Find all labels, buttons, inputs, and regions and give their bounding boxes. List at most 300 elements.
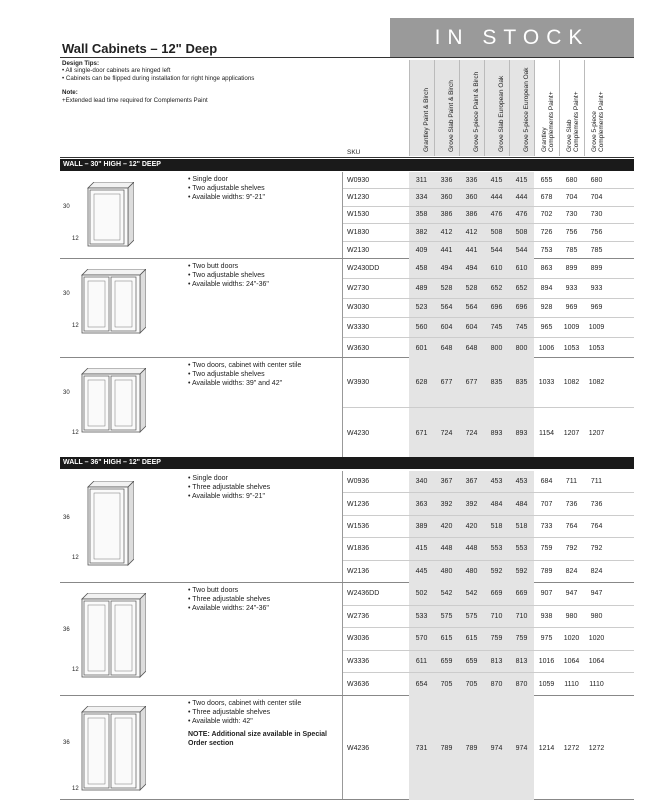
price-cell: 731 xyxy=(409,696,434,800)
price-cell: 907 xyxy=(540,590,553,598)
price-cell: 1020 xyxy=(563,635,580,643)
sku-cell: W0936 xyxy=(347,478,370,486)
price-cell: 980 xyxy=(565,612,578,620)
price-cell: 1059 xyxy=(538,681,555,689)
column-header xyxy=(434,60,459,156)
price-cell: 415 xyxy=(409,538,434,559)
table-row xyxy=(343,224,634,241)
table-row xyxy=(343,318,634,338)
price-cell: 696 xyxy=(509,299,534,318)
sku-cell: W1236 xyxy=(347,500,370,508)
price-cell: 870 xyxy=(509,673,534,696)
price-cell: 678 xyxy=(540,194,553,202)
cabinet-description xyxy=(60,583,343,695)
cabinet-description xyxy=(60,358,343,457)
price-cell: 386 xyxy=(434,207,459,223)
price-cell: 575 xyxy=(434,606,459,628)
price-cell: 564 xyxy=(434,299,459,318)
column-header xyxy=(584,60,609,156)
note-heading: Note: xyxy=(62,89,78,97)
feature-item: • Available widths: 39" and 42" xyxy=(188,380,283,387)
price-cell: 441 xyxy=(434,242,459,259)
tip-item: • All single-door cabinets are hinged left xyxy=(62,67,171,75)
price-cell: 367 xyxy=(434,471,459,492)
height-dimension: 30 xyxy=(63,390,70,396)
price-cell: 1020 xyxy=(588,635,605,643)
price-cell: 542 xyxy=(459,583,484,605)
price-cell: 444 xyxy=(509,189,534,205)
column-header-label: Grove Slab Complements Paint+ xyxy=(566,91,580,152)
cabinet-group xyxy=(60,358,634,458)
sku-cell: W3030 xyxy=(347,304,370,312)
price-cell: 453 xyxy=(484,471,509,492)
sku-cell: W3330 xyxy=(347,324,370,332)
table-row xyxy=(343,338,634,358)
height-dimension: 30 xyxy=(63,291,70,297)
price-cell: 730 xyxy=(590,211,603,219)
price-cell: 382 xyxy=(409,224,434,240)
sku-cell: W2736 xyxy=(347,612,370,620)
price-cell: 710 xyxy=(509,606,534,628)
price-cell: 705 xyxy=(434,673,459,696)
design-tips xyxy=(62,60,362,104)
price-cell: 680 xyxy=(590,176,603,184)
cabinet-illustration xyxy=(76,593,146,683)
sku-cell: W1530 xyxy=(347,211,370,219)
column-header xyxy=(559,60,584,156)
price-cell: 1214 xyxy=(538,744,555,752)
column-header xyxy=(534,60,559,156)
table-row xyxy=(343,651,634,674)
price-cell: 652 xyxy=(484,279,509,298)
feature-item: • Single door xyxy=(188,176,228,183)
price-cell: 785 xyxy=(565,246,578,254)
cabinet-group xyxy=(60,696,634,800)
price-cell: 824 xyxy=(590,568,603,576)
feature-list xyxy=(188,699,342,748)
price-cell: 736 xyxy=(565,500,578,508)
height-dimension: 36 xyxy=(63,740,70,746)
price-cell: 363 xyxy=(409,493,434,514)
height-dimension: 36 xyxy=(63,627,70,633)
table-row xyxy=(343,471,634,493)
column-header xyxy=(459,60,484,156)
price-cell: 412 xyxy=(434,224,459,240)
price-cell: 604 xyxy=(459,318,484,337)
depth-dimension: 12 xyxy=(72,786,79,792)
section-header: WALL – 30" HIGH – 12" DEEP xyxy=(60,159,634,171)
price-cell: 415 xyxy=(484,172,509,188)
column-header xyxy=(409,60,434,156)
tips-heading: Design Tips: xyxy=(62,60,100,67)
in-stock-banner: IN STOCK xyxy=(390,18,634,58)
price-cell: 824 xyxy=(565,568,578,576)
price-cell: 863 xyxy=(540,264,553,272)
table-row xyxy=(343,493,634,515)
price-cell: 367 xyxy=(459,471,484,492)
price-cell: 489 xyxy=(409,279,434,298)
price-cell: 1110 xyxy=(589,681,604,689)
price-cell: 553 xyxy=(509,538,534,559)
sku-cell: W2730 xyxy=(347,284,370,292)
table-row xyxy=(343,583,634,606)
table-row xyxy=(343,606,634,629)
feature-item: • Available widths: 9"-21" xyxy=(188,194,265,201)
sku-cell: W1830 xyxy=(347,228,370,236)
price-cell: 360 xyxy=(434,189,459,205)
sku-cell: W4236 xyxy=(347,744,370,752)
price-cell: 730 xyxy=(565,211,578,219)
feature-item: • Two adjustable shelves xyxy=(188,185,265,192)
price-cell: 680 xyxy=(565,176,578,184)
cabinet-group xyxy=(60,471,634,583)
feature-item: • Three adjustable shelves xyxy=(188,484,271,491)
column-header xyxy=(484,60,509,156)
feature-item: • Two doors, cabinet with center stile xyxy=(188,700,302,707)
price-cell: 448 xyxy=(459,538,484,559)
price-cell: 386 xyxy=(459,207,484,223)
price-cell: 965 xyxy=(540,324,553,332)
tip-item: • Cabinets can be flipped during installation for right hinge applications xyxy=(62,74,255,82)
price-cell: 705 xyxy=(459,673,484,696)
price-cell: 947 xyxy=(565,590,578,598)
cabinet-group xyxy=(60,172,634,259)
feature-list xyxy=(188,175,265,202)
price-cell: 336 xyxy=(434,172,459,188)
price-cell: 974 xyxy=(509,696,534,800)
price-cell: 1009 xyxy=(563,324,580,332)
price-cell: 412 xyxy=(459,224,484,240)
price-cell: 564 xyxy=(459,299,484,318)
cabinet-description xyxy=(60,471,343,582)
price-cell: 800 xyxy=(484,338,509,358)
cabinet-illustration xyxy=(82,481,134,571)
price-cell: 610 xyxy=(484,259,509,278)
cabinet-illustration xyxy=(76,706,146,796)
price-cell: 789 xyxy=(540,568,553,576)
price-cell: 420 xyxy=(459,516,484,537)
price-cell: 974 xyxy=(484,696,509,800)
price-cell: 975 xyxy=(540,635,553,643)
price-cell: 684 xyxy=(540,478,553,486)
column-header xyxy=(509,60,534,156)
price-cell: 409 xyxy=(409,242,434,259)
price-cell: 1033 xyxy=(538,379,555,386)
price-cell: 711 xyxy=(590,478,603,486)
price-cell: 704 xyxy=(590,194,603,202)
price-cell: 592 xyxy=(484,561,509,583)
price-cell: 415 xyxy=(509,172,534,188)
price-cell: 484 xyxy=(509,493,534,514)
price-cell: 476 xyxy=(509,207,534,223)
feature-item: • Available widths: 24"-36" xyxy=(188,605,269,612)
price-cell: 453 xyxy=(509,471,534,492)
sku-cell: W1230 xyxy=(347,194,370,202)
price-cell: 899 xyxy=(590,264,603,272)
feature-item: • Two butt doors xyxy=(188,263,239,270)
note-text: +Extended lead time required for Complements Paint xyxy=(62,96,208,104)
price-cell: 1064 xyxy=(563,658,580,666)
price-cell: 789 xyxy=(434,696,459,800)
price-cell: 1053 xyxy=(563,344,580,352)
special-order-note: NOTE: Additional size available in Special Order section xyxy=(188,731,327,747)
column-header-label: Grove 5-piece Complements Paint+ xyxy=(591,91,605,152)
feature-item: • Three adjustable shelves xyxy=(188,596,271,603)
price-cell: 448 xyxy=(434,538,459,559)
price-cell: 789 xyxy=(459,696,484,800)
price-cell: 659 xyxy=(459,651,484,673)
sku-cell: W3036 xyxy=(347,635,370,643)
price-cell: 894 xyxy=(540,284,553,292)
sku-cell: W3636 xyxy=(347,681,370,689)
price-cell: 759 xyxy=(484,628,509,650)
column-header-label: Grove 5-piece European Oak xyxy=(523,67,530,152)
feature-item: • Two adjustable shelves xyxy=(188,371,265,378)
column-headers xyxy=(409,60,609,156)
price-cell: 654 xyxy=(409,673,434,696)
feature-item: • Available widths: 9"-21" xyxy=(188,493,265,500)
price-cell: 560 xyxy=(409,318,434,337)
feature-item: • Two doors, cabinet with center stile xyxy=(188,362,302,369)
cabinet-group xyxy=(60,583,634,696)
price-cell: 533 xyxy=(409,606,434,628)
price-cell: 336 xyxy=(459,172,484,188)
price-cell: 669 xyxy=(509,583,534,605)
price-cell: 610 xyxy=(509,259,534,278)
price-cell: 933 xyxy=(590,284,603,292)
price-cell: 980 xyxy=(590,612,603,620)
title-divider xyxy=(60,57,634,58)
price-cell: 652 xyxy=(509,279,534,298)
sku-cell: W1536 xyxy=(347,522,370,530)
depth-dimension: 12 xyxy=(72,667,79,673)
table-row xyxy=(343,189,634,206)
price-cell: 899 xyxy=(565,264,578,272)
table-row xyxy=(343,628,634,651)
feature-item: • Two adjustable shelves xyxy=(188,272,265,279)
table-row xyxy=(343,561,634,583)
price-cell: 334 xyxy=(409,189,434,205)
cabinet-description xyxy=(60,172,343,258)
depth-dimension: 12 xyxy=(72,555,79,561)
price-cell: 615 xyxy=(459,628,484,650)
cabinet-description xyxy=(60,696,343,799)
price-cell: 702 xyxy=(540,211,553,219)
header-divider xyxy=(60,157,634,158)
price-cell: 813 xyxy=(484,651,509,673)
cabinet-illustration xyxy=(82,182,134,252)
sku-cell: W3336 xyxy=(347,658,370,666)
table-row xyxy=(343,299,634,319)
price-cell: 494 xyxy=(434,259,459,278)
price-cell: 1154 xyxy=(538,429,555,437)
price-cell: 392 xyxy=(459,493,484,514)
feature-item: • Available widths: 24"-36" xyxy=(188,281,269,288)
feature-list xyxy=(188,474,270,501)
price-cell: 570 xyxy=(409,628,434,650)
price-cell: 444 xyxy=(484,189,509,205)
feature-list xyxy=(188,262,269,289)
table-row xyxy=(343,207,634,224)
price-cell: 628 xyxy=(409,358,434,407)
column-header-label: Grantley Paint & Birch xyxy=(423,88,430,152)
price-cell: 671 xyxy=(409,408,434,458)
price-cell: 969 xyxy=(565,304,578,312)
price-cell: 659 xyxy=(434,651,459,673)
price-cell: 523 xyxy=(409,299,434,318)
price-cell: 1016 xyxy=(538,658,555,666)
price-cell: 756 xyxy=(590,228,603,236)
price-cell: 508 xyxy=(484,224,509,240)
price-cell: 358 xyxy=(409,207,434,223)
price-cell: 813 xyxy=(509,651,534,673)
price-cell: 893 xyxy=(484,408,509,458)
price-cell: 592 xyxy=(509,561,534,583)
height-dimension: 36 xyxy=(63,515,70,521)
price-cell: 835 xyxy=(509,358,534,407)
sku-cell: W2430DD xyxy=(347,264,380,272)
price-cell: 764 xyxy=(565,522,578,530)
price-cell: 392 xyxy=(434,493,459,514)
price-cell: 669 xyxy=(484,583,509,605)
price-cell: 340 xyxy=(409,471,434,492)
price-cell: 733 xyxy=(540,522,553,530)
price-cell: 544 xyxy=(509,242,534,259)
sku-cell: W2436DD xyxy=(347,590,380,598)
price-cell: 1272 xyxy=(563,744,580,752)
price-cell: 518 xyxy=(484,516,509,537)
table-row xyxy=(343,696,634,800)
price-cell: 792 xyxy=(590,545,603,553)
page-title: Wall Cabinets – 12" Deep xyxy=(62,41,218,56)
price-cell: 870 xyxy=(484,673,509,696)
price-cell: 604 xyxy=(434,318,459,337)
price-cell: 544 xyxy=(484,242,509,259)
price-cell: 756 xyxy=(565,228,578,236)
table-row xyxy=(343,408,634,458)
price-cell: 1110 xyxy=(564,681,579,689)
price-cell: 553 xyxy=(484,538,509,559)
price-cell: 480 xyxy=(459,561,484,583)
feature-list xyxy=(188,361,301,388)
price-cell: 677 xyxy=(434,358,459,407)
feature-item: • Three adjustable shelves xyxy=(188,709,271,716)
cabinet-illustration xyxy=(76,368,146,438)
column-header-label: Grove Slab European Oak xyxy=(498,75,505,152)
price-cell: 969 xyxy=(590,304,603,312)
price-cell: 677 xyxy=(459,358,484,407)
price-cell: 420 xyxy=(434,516,459,537)
price-cell: 389 xyxy=(409,516,434,537)
column-header-label: Grove Slab Paint & Birch xyxy=(448,80,455,152)
price-cell: 745 xyxy=(484,318,509,337)
price-cell: 792 xyxy=(565,545,578,553)
price-cell: 1272 xyxy=(588,744,605,752)
price-cell: 764 xyxy=(590,522,603,530)
price-cell: 928 xyxy=(540,304,553,312)
price-cell: 753 xyxy=(540,246,553,254)
price-cell: 1082 xyxy=(563,379,580,386)
price-cell: 508 xyxy=(509,224,534,240)
sku-header: SKU xyxy=(347,149,361,156)
price-cell: 1064 xyxy=(588,658,605,666)
price-cell: 1053 xyxy=(588,344,605,352)
feature-list xyxy=(188,586,270,613)
price-cell: 445 xyxy=(409,561,434,583)
price-cell: 933 xyxy=(565,284,578,292)
price-cell: 1006 xyxy=(538,344,555,352)
table-row xyxy=(343,516,634,538)
price-cell: 458 xyxy=(409,259,434,278)
price-cell: 441 xyxy=(459,242,484,259)
depth-dimension: 12 xyxy=(72,236,79,242)
column-header-label: Grove 5-piece Paint & Birch xyxy=(473,71,480,152)
price-cell: 494 xyxy=(459,259,484,278)
table-row xyxy=(343,673,634,696)
depth-dimension: 12 xyxy=(72,323,79,329)
depth-dimension: 12 xyxy=(72,430,79,436)
cabinet-illustration xyxy=(76,269,146,339)
price-cell: 601 xyxy=(409,338,434,358)
price-cell: 947 xyxy=(590,590,603,598)
table-row xyxy=(343,242,634,259)
table-row xyxy=(343,172,634,189)
table-row xyxy=(343,259,634,279)
price-cell: 484 xyxy=(484,493,509,514)
sku-cell: W2136 xyxy=(347,568,370,576)
price-cell: 518 xyxy=(509,516,534,537)
sku-cell: W3930 xyxy=(347,379,370,386)
price-cell: 893 xyxy=(509,408,534,458)
price-cell: 575 xyxy=(459,606,484,628)
price-cell: 542 xyxy=(434,583,459,605)
feature-item: • Available width: 42" xyxy=(188,718,253,725)
price-cell: 611 xyxy=(409,651,434,673)
column-header-label: Grantley Complements Paint+ xyxy=(541,91,555,152)
price-cell: 696 xyxy=(484,299,509,318)
sku-cell: W2130 xyxy=(347,246,370,254)
sku-cell: W4230 xyxy=(347,429,370,437)
price-cell: 1082 xyxy=(588,379,605,386)
price-cell: 711 xyxy=(565,478,578,486)
section-header: WALL – 36" HIGH – 12" DEEP xyxy=(60,457,634,469)
feature-item: • Single door xyxy=(188,475,228,482)
table-row xyxy=(343,279,634,299)
price-cell: 311 xyxy=(409,172,434,188)
price-cell: 745 xyxy=(509,318,534,337)
cabinet-description xyxy=(60,259,343,357)
price-cell: 502 xyxy=(409,583,434,605)
price-cell: 655 xyxy=(540,176,553,184)
table-row xyxy=(343,538,634,560)
price-cell: 476 xyxy=(484,207,509,223)
price-cell: 648 xyxy=(459,338,484,358)
sku-cell: W0930 xyxy=(347,176,370,184)
sku-cell: W1836 xyxy=(347,545,370,553)
price-cell: 1207 xyxy=(588,429,605,437)
price-cell: 759 xyxy=(540,545,553,553)
price-cell: 1009 xyxy=(588,324,605,332)
price-cell: 710 xyxy=(484,606,509,628)
table-row xyxy=(343,358,634,408)
sku-cell: W3630 xyxy=(347,344,370,352)
price-cell: 759 xyxy=(509,628,534,650)
price-cell: 528 xyxy=(434,279,459,298)
price-cell: 648 xyxy=(434,338,459,358)
price-cell: 1207 xyxy=(563,429,580,437)
price-cell: 704 xyxy=(565,194,578,202)
price-cell: 724 xyxy=(459,408,484,458)
